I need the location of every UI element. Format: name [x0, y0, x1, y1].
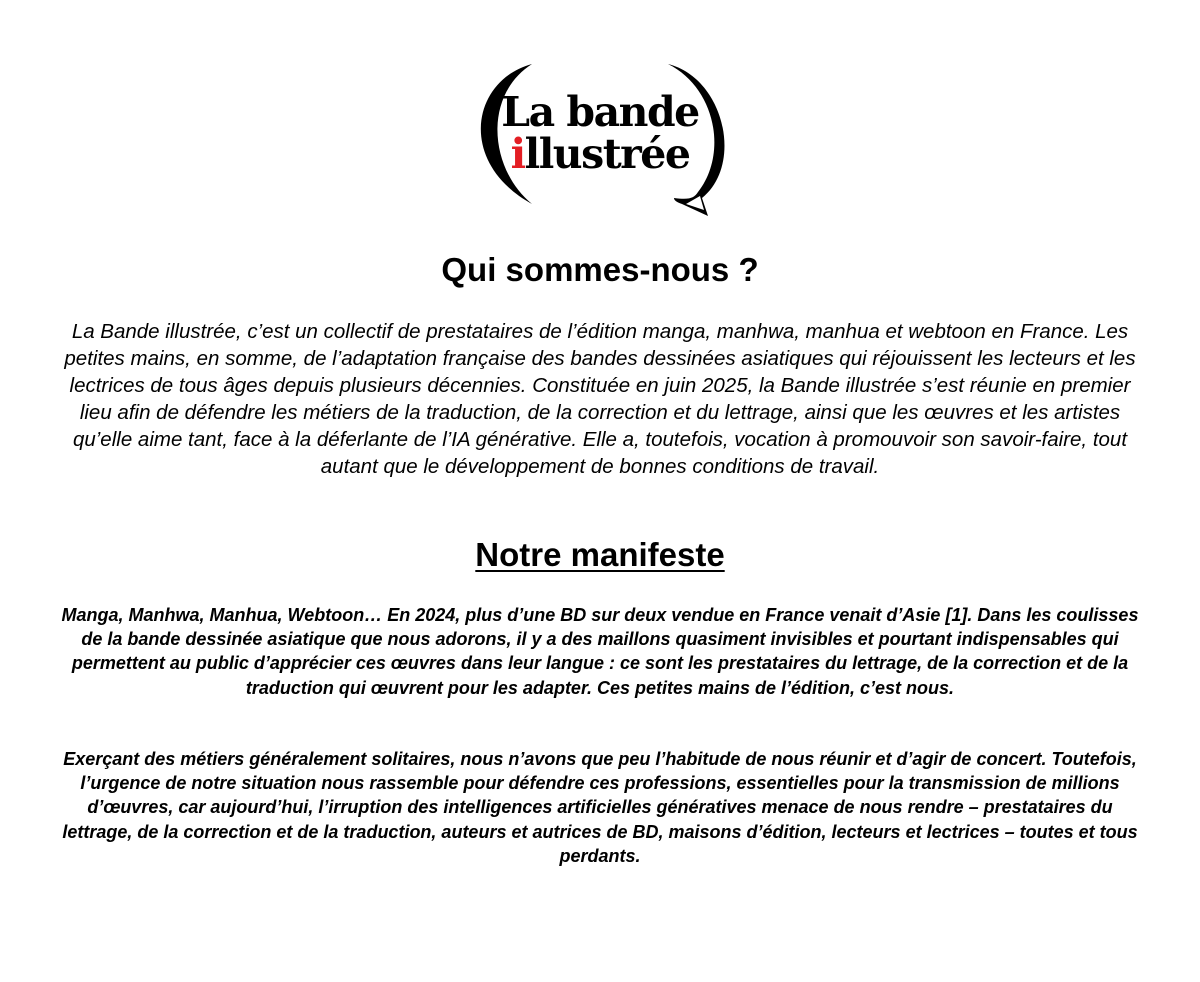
logo: [462, 58, 738, 220]
logo-accent-letter: i: [510, 130, 525, 178]
section-title-about: Qui sommes-nous ?: [441, 251, 759, 288]
manifesto-paragraph-2: Exerçant des métiers généralement solitaires, nous n’avons que peu l’habitude de nous réunir et d’agir de concert. Toutefois, l’urgence de notre situation nous rassemble pour défendre ces professions, essentielles pour la transmission de millions d’œuvres, car aujourd’hui, l’irruption des intelligences artificielles génératives menace de nous rendre – prestataires du lettrage, de la correction et de la traduction, auteurs et autrices de BD, maisons d’édition, lecteurs et lectrices – toutes et tous perdants.: [62, 749, 1138, 866]
logo-text-line-2-rest: llustrée: [524, 130, 690, 178]
about-paragraph: La Bande illustrée, c’est un collectif de prestataires de l’édition manga, manhwa, manhua et webtoon en France. Les petites mains, en somme, de l’adaptation française des bandes dessinées asiatiques qui réjouissent les lecteurs et les lectrices de tous âges depuis plusieurs décennies. Constituée en juin 2025, la Bande illustrée s’est réunie en premier lieu afin de défendre les métiers de la traduction, de la correction et du lettrage, ainsi que les œuvres et les artistes qu’elle aime tant, face à la déferlante de l’IA générative. Elle a, toutefois, vocation à promouvoir son savoir-faire, tout autant que le développement de bonnes conditions de travail.: [64, 320, 1136, 479]
logo-text-line-2: [462, 130, 738, 178]
manifesto-paragraph-1: Manga, Manhwa, Manhua, Webtoon… En 2024, plus d’une BD sur deux vendue en France venait d’Asie [1]. Dans les coulisses de la bande dessinée asiatique que nous adorons, il y a des maillons quasiment invisibles et pourtant indispensables qui permettent au public d’apprécier ces œuvres dans leur langue : ce sont les prestataires du lettrage, de la correction et de la traduction qui œuvrent pour les adapter. Ces petites mains de l’édition, c’est nous.: [61, 605, 1139, 698]
section-title-manifesto: Notre manifeste: [475, 536, 725, 573]
logo-text-line-1: La bande: [501, 88, 699, 136]
